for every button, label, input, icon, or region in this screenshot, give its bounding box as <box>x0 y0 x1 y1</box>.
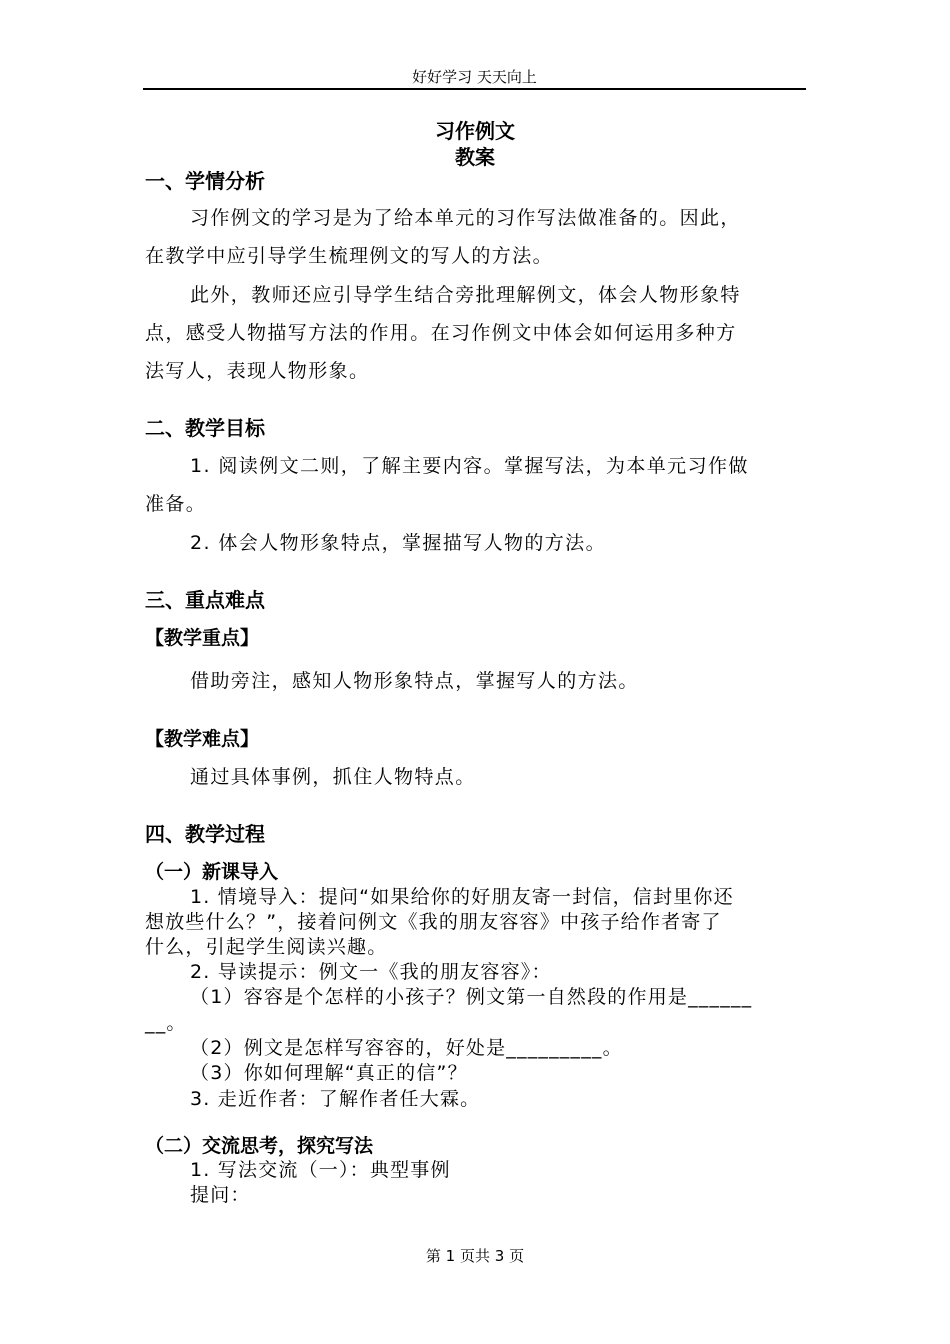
section-heading-focus: 三、重点难点 <box>145 588 265 612</box>
process-line: 1. 写法交流（一）：典型事例 <box>190 1159 451 1181</box>
paragraph-line: 点，感受人物描写方法的作用。在习作例文中体会如何运用多种方 <box>145 322 737 344</box>
subsection-heading: （二）交流思考，探究写法 <box>145 1135 374 1157</box>
paragraph-line: 此外，教师还应引导学生结合旁批理解例文，体会人物形象特 <box>190 284 741 306</box>
process-line: 什么，引起学生阅读兴趣。 <box>145 936 388 958</box>
process-line: 3. 走近作者：了解作者任大霖。 <box>190 1088 481 1110</box>
goal-line: 1. 阅读例文二则，了解主要内容。掌握写法，为本单元习作做 <box>190 455 749 477</box>
question-line: __。 <box>145 1012 187 1034</box>
difficulty-label: 【教学难点】 <box>145 728 260 750</box>
goal-line: 2. 体会人物形象特点，掌握描写人物的方法。 <box>190 532 606 554</box>
document-subtitle: 教案 <box>455 145 495 169</box>
section-heading-analysis: 一、学情分析 <box>145 169 265 193</box>
process-line: 1. 情境导入：提问“如果给你的好朋友寄一封信，信封里你还 <box>190 886 734 908</box>
difficulty-text: 通过具体事例，抓住人物特点。 <box>190 766 476 788</box>
key-point-text: 借助旁注，感知人物形象特点，掌握写人的方法。 <box>190 670 639 692</box>
key-point-label: 【教学重点】 <box>145 627 260 649</box>
section-heading-process: 四、教学过程 <box>145 822 265 846</box>
section-heading-goals: 二、教学目标 <box>145 416 265 440</box>
goal-line: 准备。 <box>145 493 207 515</box>
question-line: （1）容容是个怎样的小孩子？例文第一自然段的作用是______ <box>190 986 753 1008</box>
paragraph-line: 法写人，表现人物形象。 <box>145 360 370 382</box>
paragraph-line: 习作例文的学习是为了给本单元的习作写法做准备的。因此， <box>190 207 741 229</box>
process-line: 2. 导读提示：例文一《我的朋友容容》： <box>190 961 552 983</box>
subsection-heading: （一）新课导入 <box>145 861 279 883</box>
document-title: 习作例文 <box>435 119 515 143</box>
process-line: 提问： <box>190 1184 251 1206</box>
question-line: （3）你如何理解“真正的信”？ <box>190 1062 468 1084</box>
process-line: 想放些什么？”，接着问例文《我的朋友容容》中孩子给作者寄了 <box>145 911 722 933</box>
paragraph-line: 在教学中应引导学生梳理例文的写人的方法。 <box>145 245 554 267</box>
page-footer: 第 1 页共 3 页 <box>425 1247 525 1265</box>
page-header: 好好学习 天天向上 <box>143 66 806 90</box>
question-line: （2）例文是怎样写容容的，好处是_________。 <box>190 1037 623 1059</box>
